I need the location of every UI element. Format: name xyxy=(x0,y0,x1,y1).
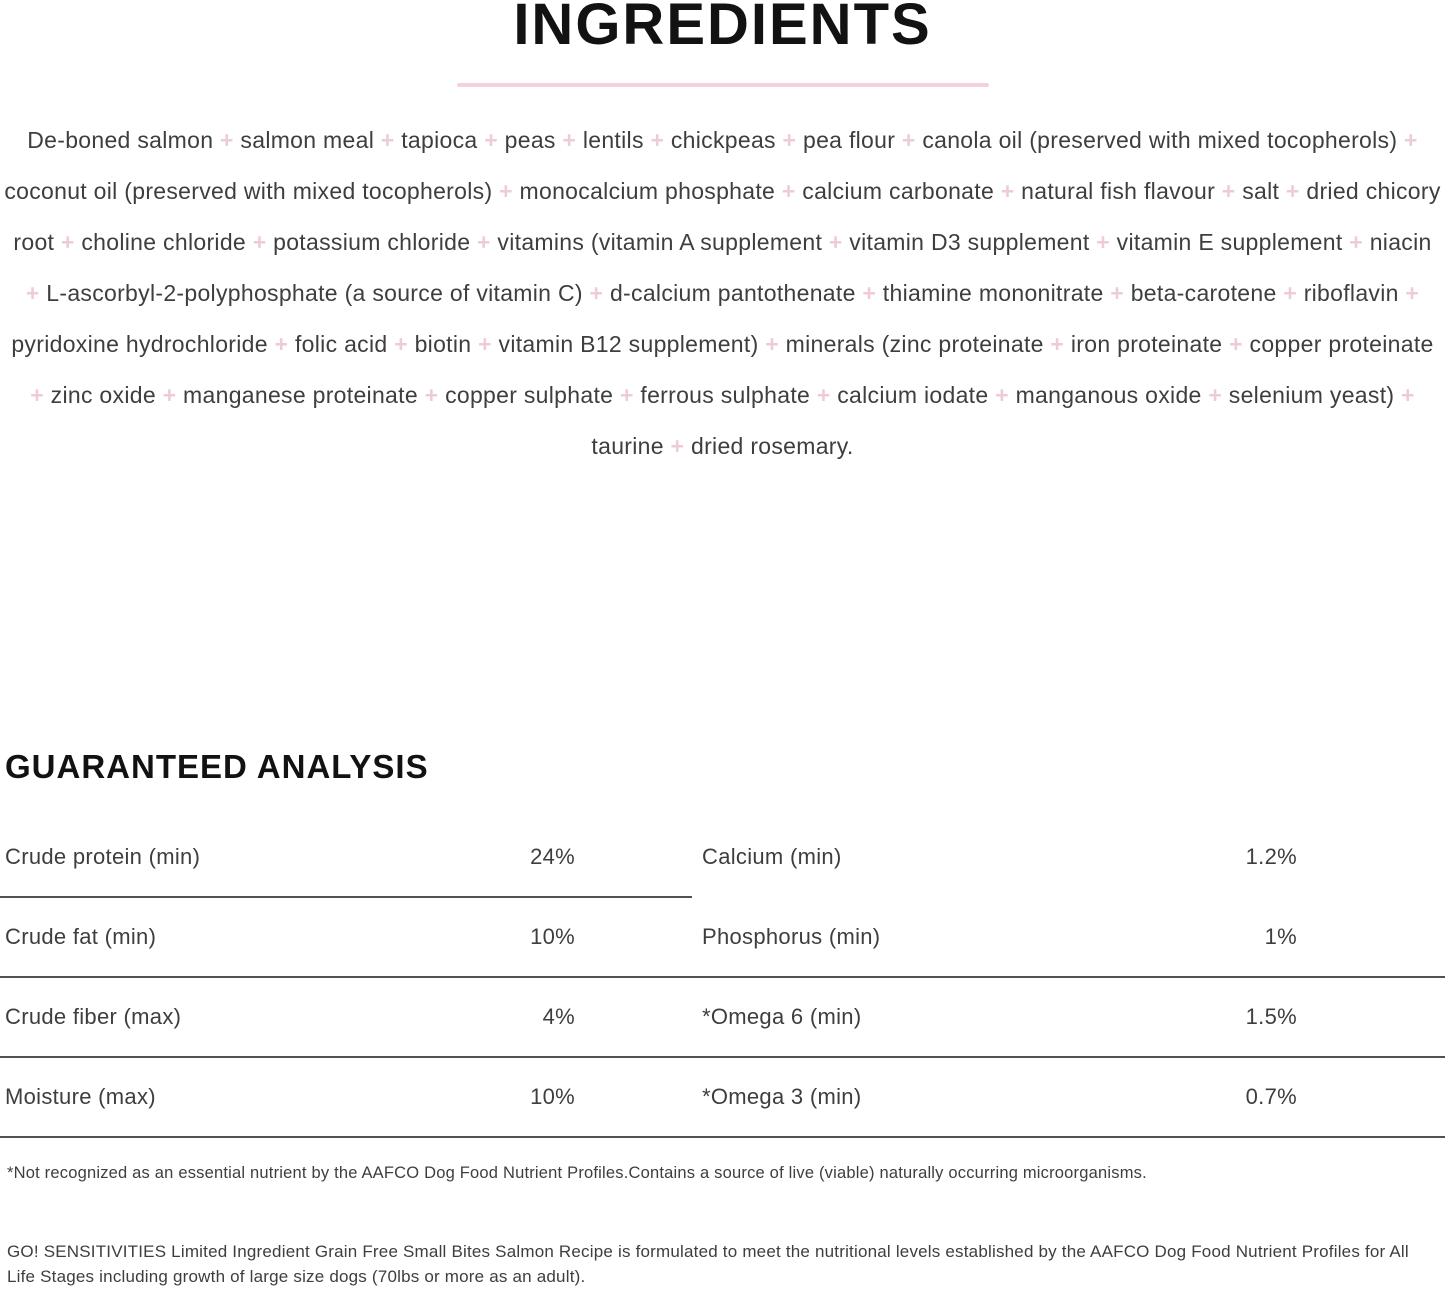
ingredient-item: salt xyxy=(1242,178,1280,204)
plus-separator-icon: + xyxy=(374,127,402,153)
nutrient-value: 1% xyxy=(1264,924,1297,949)
nutrient-label: Crude fat (min) xyxy=(5,924,157,949)
ingredient-item: thiamine mononitrate xyxy=(882,280,1104,306)
plus-separator-icon: + xyxy=(1397,127,1418,153)
analysis-row xyxy=(0,1058,1445,1138)
plus-separator-icon: + xyxy=(855,280,883,306)
ingredient-item: pyridoxine hydrochloride xyxy=(11,331,268,357)
plus-separator-icon: + xyxy=(471,331,499,357)
ingredient-item: taurine xyxy=(591,433,664,459)
plus-separator-icon: + xyxy=(387,331,415,357)
plus-separator-icon: + xyxy=(213,127,241,153)
footnote-formulation-statement: GO! SENSITIVITIES Limited Ingredient Grain Free Small Bites Salmon Recipe is formulated to meet the nutritional levels established by the AAFCO Dog Food Nutrient Profiles for All Life Stages including growth of large size dogs (70lbs or more as an adult). xyxy=(7,1242,1409,1286)
ingredients-list xyxy=(4,115,1441,472)
nutrient-value: 10% xyxy=(530,924,575,949)
analysis-cell xyxy=(0,898,692,976)
plus-separator-icon: + xyxy=(810,382,838,408)
ingredient-item: zinc oxide xyxy=(50,382,156,408)
ingredient-item: folic acid xyxy=(294,331,388,357)
analysis-row xyxy=(0,818,1445,898)
guaranteed-analysis-title: GUARANTEED ANALYSIS xyxy=(5,748,429,785)
ingredient-item: natural fish flavour xyxy=(1021,178,1216,204)
ingredient-item: lentils xyxy=(582,127,644,153)
analysis-cell xyxy=(692,978,1445,1056)
plus-separator-icon: + xyxy=(477,127,505,153)
analysis-row xyxy=(0,978,1445,1058)
pink-divider-rule xyxy=(457,83,989,87)
ingredient-item: pea flour xyxy=(802,127,896,153)
plus-separator-icon: + xyxy=(1342,229,1370,255)
nutrient-value: 10% xyxy=(530,1084,575,1109)
plus-separator-icon: + xyxy=(1276,280,1304,306)
ingredient-item: calcium carbonate xyxy=(802,178,995,204)
plus-separator-icon: + xyxy=(1215,178,1243,204)
ingredient-item: vitamin D3 supplement xyxy=(849,229,1090,255)
analysis-cell xyxy=(692,1058,1445,1136)
plus-separator-icon: + xyxy=(643,127,671,153)
ingredient-item: iron proteinate xyxy=(1070,331,1223,357)
analysis-cell xyxy=(692,898,1445,976)
ingredient-item: minerals (zinc proteinate xyxy=(785,331,1044,357)
plus-separator-icon: + xyxy=(417,382,446,408)
nutrient-label: Moisture (max) xyxy=(5,1084,156,1109)
ingredient-item: manganese proteinate xyxy=(183,382,418,408)
plus-separator-icon: + xyxy=(246,229,274,255)
ingredient-item: niacin xyxy=(1369,229,1432,255)
ingredient-item: dried chicory root xyxy=(13,178,1441,255)
ingredient-item: d-calcium pantothenate xyxy=(609,280,856,306)
guaranteed-analysis-table xyxy=(0,818,1445,1138)
nutrient-label: *Omega 6 (min) xyxy=(702,1004,862,1029)
footnote-aafco-nutrient: *Not recognized as an essential nutrient by the AAFCO Dog Food Nutrient Profiles.Contains a source of live (viable) naturally occurring microorganisms. xyxy=(7,1164,1147,1182)
nutrient-value: 4% xyxy=(542,1004,575,1029)
ingredient-item: De-boned salmon xyxy=(27,127,214,153)
ingredient-item: ferrous sulphate xyxy=(640,382,811,408)
ingredient-item: choline chloride xyxy=(81,229,246,255)
ingredient-item: coconut oil (preserved with mixed tocopherols) xyxy=(4,178,493,204)
analysis-cell xyxy=(0,1058,692,1136)
ingredient-item: vitamin E supplement xyxy=(1116,229,1343,255)
analysis-cell xyxy=(692,818,1445,896)
plus-separator-icon: + xyxy=(613,382,641,408)
ingredient-item: biotin xyxy=(414,331,472,357)
ingredient-item: beta-carotene xyxy=(1130,280,1277,306)
plus-separator-icon: + xyxy=(758,331,786,357)
analysis-cell xyxy=(0,818,692,898)
analysis-row xyxy=(0,898,1445,978)
plus-separator-icon: + xyxy=(895,127,923,153)
ingredient-item: salmon meal xyxy=(240,127,375,153)
nutrient-label: Phosphorus (min) xyxy=(702,924,881,949)
plus-separator-icon: + xyxy=(267,331,295,357)
analysis-cell xyxy=(0,978,692,1056)
plus-separator-icon: + xyxy=(1089,229,1117,255)
plus-separator-icon: + xyxy=(994,178,1022,204)
ingredient-item: potassium chloride xyxy=(273,229,471,255)
nutrient-value: 1.5% xyxy=(1245,1004,1297,1029)
plus-separator-icon: + xyxy=(822,229,850,255)
ingredient-item: vitamin B12 supplement) xyxy=(498,331,759,357)
nutrient-label: Crude protein (min) xyxy=(5,844,201,869)
ingredient-item: copper sulphate xyxy=(445,382,614,408)
nutrient-value: 0.7% xyxy=(1245,1084,1297,1109)
plus-separator-icon: + xyxy=(663,433,691,459)
plus-separator-icon: + xyxy=(988,382,1016,408)
ingredient-item: calcium iodate xyxy=(837,382,989,408)
plus-separator-icon: + xyxy=(555,127,583,153)
plus-separator-icon: + xyxy=(1201,382,1229,408)
plus-separator-icon: + xyxy=(155,382,184,408)
ingredient-item: tapioca xyxy=(401,127,478,153)
ingredient-item: L-ascorbyl-2-polyphosphate (a source of vitamin C) xyxy=(46,280,583,306)
ingredient-item: canola oil (preserved with mixed tocopherols) xyxy=(922,127,1398,153)
plus-separator-icon: + xyxy=(492,178,520,204)
ingredient-item: vitamins (vitamin A supplement xyxy=(497,229,823,255)
ingredient-item: monocalcium phosphate xyxy=(519,178,776,204)
ingredient-item: dried rosemary. xyxy=(690,433,854,459)
plus-separator-icon: + xyxy=(470,229,498,255)
plus-separator-icon: + xyxy=(1394,382,1415,408)
plus-separator-icon: + xyxy=(582,280,610,306)
plus-separator-icon: + xyxy=(1103,280,1131,306)
plus-separator-icon: + xyxy=(1043,331,1071,357)
plus-separator-icon: + xyxy=(1222,331,1250,357)
ingredient-item: manganous oxide xyxy=(1015,382,1202,408)
plus-separator-icon: + xyxy=(775,178,803,204)
nutrient-value: 1.2% xyxy=(1245,844,1297,869)
nutrient-value: 24% xyxy=(530,844,575,869)
ingredient-item: chickpeas xyxy=(670,127,776,153)
plus-separator-icon: + xyxy=(30,382,51,408)
plus-separator-icon: + xyxy=(1279,178,1307,204)
nutrient-label: Calcium (min) xyxy=(702,844,842,869)
ingredient-item: riboflavin xyxy=(1303,280,1399,306)
nutrient-label: *Omega 3 (min) xyxy=(702,1084,862,1109)
ingredient-item: peas xyxy=(504,127,556,153)
ingredients-title: INGREDIENTS xyxy=(513,0,932,57)
plus-separator-icon: + xyxy=(54,229,82,255)
nutrient-label: Crude fiber (max) xyxy=(5,1004,182,1029)
plus-separator-icon: + xyxy=(775,127,803,153)
ingredient-item: copper proteinate xyxy=(1249,331,1434,357)
plus-separator-icon: + xyxy=(25,280,47,306)
plus-separator-icon: + xyxy=(1398,280,1420,306)
ingredient-item: selenium yeast) xyxy=(1228,382,1395,408)
ingredients-section-header xyxy=(0,0,1445,87)
